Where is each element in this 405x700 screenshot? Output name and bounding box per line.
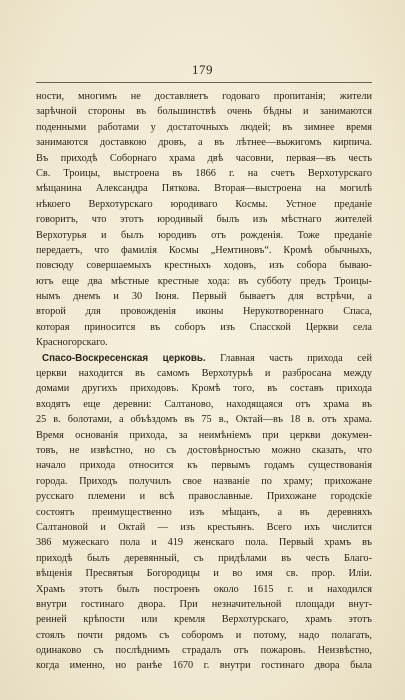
text-line xyxy=(36,104,372,119)
line-text: входятъ еще деревни: Салтаново, находящаяся отъ храма въ xyxy=(36,398,372,410)
line-text: нѣкоего Верхотурскаго юродиваго Космы. Устное преданіе xyxy=(36,198,372,210)
line-text: занимаются доставкою дровъ, а въ лѣтнее—выжигомъ кирпича. xyxy=(36,137,372,149)
text-line xyxy=(36,151,372,166)
text-line xyxy=(36,535,372,550)
text-line xyxy=(36,551,372,566)
text-line xyxy=(36,366,372,381)
line-text: Время основанія прихода, за неимѣніемъ при церкви докумен- xyxy=(36,429,372,441)
line-text: когда именно, но ранѣе 1670 г. внутри гостинаго двора была xyxy=(36,660,372,672)
text-line xyxy=(36,428,372,443)
line-text: города. Приходъ получилъ свое названіе по храму; прихожане xyxy=(36,475,372,487)
line-text: Салтановой и Октай — изъ крестьянъ. Всего ихъ числится xyxy=(36,521,372,533)
text-line xyxy=(36,212,372,227)
text-line xyxy=(36,304,372,319)
text-line xyxy=(36,412,372,427)
text-line xyxy=(36,320,372,335)
text-line xyxy=(36,520,372,535)
text-line xyxy=(36,181,372,196)
line-text: говоритъ, что этотъ юродивый былъ изъ мѣстнаго жителей xyxy=(36,214,372,226)
line-text: Храмъ этотъ былъ построенъ около 1615 г. и находился xyxy=(36,583,372,595)
line-text: приходѣ былъ деревянный, съ придѣлами въ честь Благо- xyxy=(36,552,372,564)
text-line xyxy=(36,166,372,181)
line-text: нымъ днемъ и 30 Іюня. Первый бываетъ для встрѣчи, а xyxy=(36,291,372,303)
line-text: внутри гостинаго двора. При незначительной площади внут- xyxy=(36,598,372,610)
text-line xyxy=(36,566,372,581)
text-line xyxy=(36,489,372,504)
line-text: зарѣчной стороны въ большинствѣ очень бѣдны и занимаются xyxy=(36,106,372,118)
line-text: стоялъ почти рядомъ съ соборомъ и потому, надо полагать, xyxy=(36,629,372,641)
line-text: Св. Троицы, выстроена въ 1866 г. на счетъ Верхотурскаго xyxy=(36,167,372,179)
text-line xyxy=(36,612,372,627)
line-text: 25 в. болотами, а объѣздомъ въ 75 в., Октай—въ 18 в. отъ храма. xyxy=(36,414,372,426)
text-line xyxy=(36,289,372,304)
body-text xyxy=(36,89,372,674)
text-line xyxy=(36,582,372,597)
text-line xyxy=(36,274,372,289)
line-text: начало прихода относится къ первымъ годамъ существованія xyxy=(36,460,372,472)
text-line xyxy=(36,643,372,658)
text-line xyxy=(36,628,372,643)
text-line xyxy=(36,474,372,489)
text-line xyxy=(36,597,372,612)
text-line xyxy=(36,228,372,243)
line-text: вѣщенія Пресвятыя Богородицы и во имя св. прор. Иліи. xyxy=(36,568,372,580)
line-text: Красногорскаго. xyxy=(36,337,108,349)
line-text: ности, многимъ не доставляетъ годоваго пропитанія; жители xyxy=(36,91,372,102)
line-text: 386 мужескаго пола и 419 женскаго пола. Первый храмъ въ xyxy=(36,537,372,549)
text-line xyxy=(36,197,372,212)
line-text: Главная часть прихода сей xyxy=(205,352,372,364)
text-line xyxy=(36,89,372,104)
header-rule xyxy=(36,82,372,83)
line-text: одинаково съ послѣднимъ страдалъ отъ пожаровъ. Неизвѣстно, xyxy=(36,645,372,657)
line-text: домами другихъ приходовъ. Кромѣ того, въ составъ прихода xyxy=(36,383,372,395)
text-line xyxy=(36,381,372,396)
text-line xyxy=(36,335,372,350)
text-line xyxy=(36,258,372,273)
line-text: мѣщанина Александра Пяткова. Вторая—выстроена на могилѣ xyxy=(36,183,372,195)
line-text: поденными работами у достаточныхъ людей; въ зимнее время xyxy=(36,121,372,133)
line-text: Верхотурья и былъ юродивъ отъ рожденія. Тоже преданіе xyxy=(36,229,372,241)
text-line xyxy=(36,458,372,473)
page-number: 179 xyxy=(192,62,213,77)
line-text: повсюду совершаемыхъ крестныхъ ходовъ, изъ собора бываю- xyxy=(36,260,372,272)
line-text: ютъ еще два мѣстные крестные хода: въ субботу предъ Троицы- xyxy=(36,275,372,287)
text-line xyxy=(36,351,372,366)
line-text: ренней крѣпости или кремля Верхотурскаго, храмъ этотъ xyxy=(36,614,372,626)
line-text: русскаго племени и всѣ православные. Прихожане городскіе xyxy=(36,491,372,503)
text-line xyxy=(36,658,372,673)
text-line xyxy=(36,505,372,520)
line-text: состоятъ преимущественно изъ мѣщанъ, а въ деревняхъ xyxy=(36,506,372,518)
text-line xyxy=(36,443,372,458)
line-text: передаетъ, что фамилія Космы „Немтиновъ“. Кромѣ обычныхъ, xyxy=(36,244,372,256)
line-text: товъ, не извѣстно, но съ достовѣрностью можно сказать, что xyxy=(36,444,372,456)
text-line xyxy=(36,243,372,258)
line-text: которая приносится въ соборъ изъ Спасской Церкви села xyxy=(36,321,372,333)
text-line xyxy=(36,397,372,412)
text-line xyxy=(36,120,372,135)
line-text: второй для провожденія иконы Нерукотвореннаго Спаса, xyxy=(36,306,372,318)
section-heading: Спасо-Воскресенская церковь. xyxy=(42,352,206,364)
line-text: Въ приходѣ Соборнаго храма двѣ часовни, первая—въ честь xyxy=(36,152,372,164)
line-text: церкви находится въ самомъ Верхотурьѣ и разбросана между xyxy=(36,368,372,380)
text-line xyxy=(36,135,372,150)
